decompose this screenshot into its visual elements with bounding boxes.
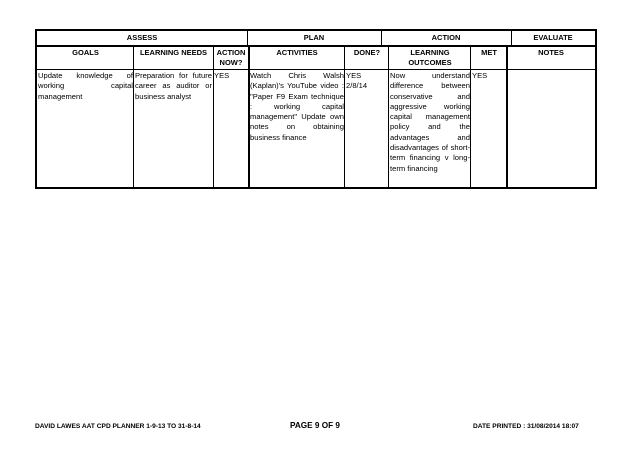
column-met: MET xyxy=(481,48,497,57)
section-action: ACTION xyxy=(431,33,461,42)
cell-done xyxy=(345,71,389,181)
column-action-now-line2: NOW? xyxy=(219,58,243,67)
cell-done-date: 2/8/14 xyxy=(346,81,368,91)
column-action-now-line1: ACTION xyxy=(216,48,246,57)
cell-done-status: YES xyxy=(346,71,362,80)
rule-below-columns xyxy=(37,69,595,70)
column-notes: NOTES xyxy=(538,48,564,57)
column-learning-needs: LEARNING NEEDS xyxy=(139,48,208,57)
cpd-planner-table xyxy=(35,29,597,189)
divider-done xyxy=(388,46,389,187)
divider-goals xyxy=(133,46,134,187)
divider-plan-action xyxy=(381,31,382,46)
footer-page-number: PAGE 9 OF 9 xyxy=(290,421,340,430)
cell-learning-outcome: Now understand difference between conservative and aggressive working capital management policy and the advantages and disadvantages of short-term financing v long-term financing xyxy=(390,71,470,173)
column-learning-outcomes: LEARNING OUTCOMES xyxy=(408,48,452,67)
cell-action-now: YES xyxy=(214,71,230,80)
divider-assess-plan xyxy=(247,31,248,46)
column-done: DONE? xyxy=(353,48,381,57)
divider-activities xyxy=(344,46,345,187)
divider-learning-needs xyxy=(213,46,214,187)
cell-activity: Watch Chris Walsh (Kaplan)'s YouTube video : "Paper F9 Exam technique : working capital management" Update own notes on obtaining business finance xyxy=(250,71,344,142)
footer-left: DAVID LAWES AAT CPD PLANNER 1-9-13 TO 31-8-14 xyxy=(35,423,201,430)
cell-notes xyxy=(507,71,595,181)
column-activities: ACTIVITIES xyxy=(276,48,318,57)
cell-goal: Update knowledge of working capital management xyxy=(38,71,133,101)
section-assess: ASSESS xyxy=(126,33,158,42)
column-action-now xyxy=(213,48,249,70)
cell-met: YES xyxy=(472,71,488,80)
divider-learning-outcomes xyxy=(470,46,471,187)
cell-learning-need: Preparation for future career as auditor or business analyst xyxy=(135,71,212,101)
column-goals: GOALS xyxy=(72,48,99,57)
divider-action-now xyxy=(248,46,250,187)
footer-date-printed: DATE PRINTED : 31/08/2014 18:07 xyxy=(473,423,579,430)
divider-action-evaluate xyxy=(511,31,512,46)
section-evaluate: EVALUATE xyxy=(533,33,573,42)
divider-met xyxy=(506,46,508,187)
section-plan: PLAN xyxy=(303,33,325,42)
